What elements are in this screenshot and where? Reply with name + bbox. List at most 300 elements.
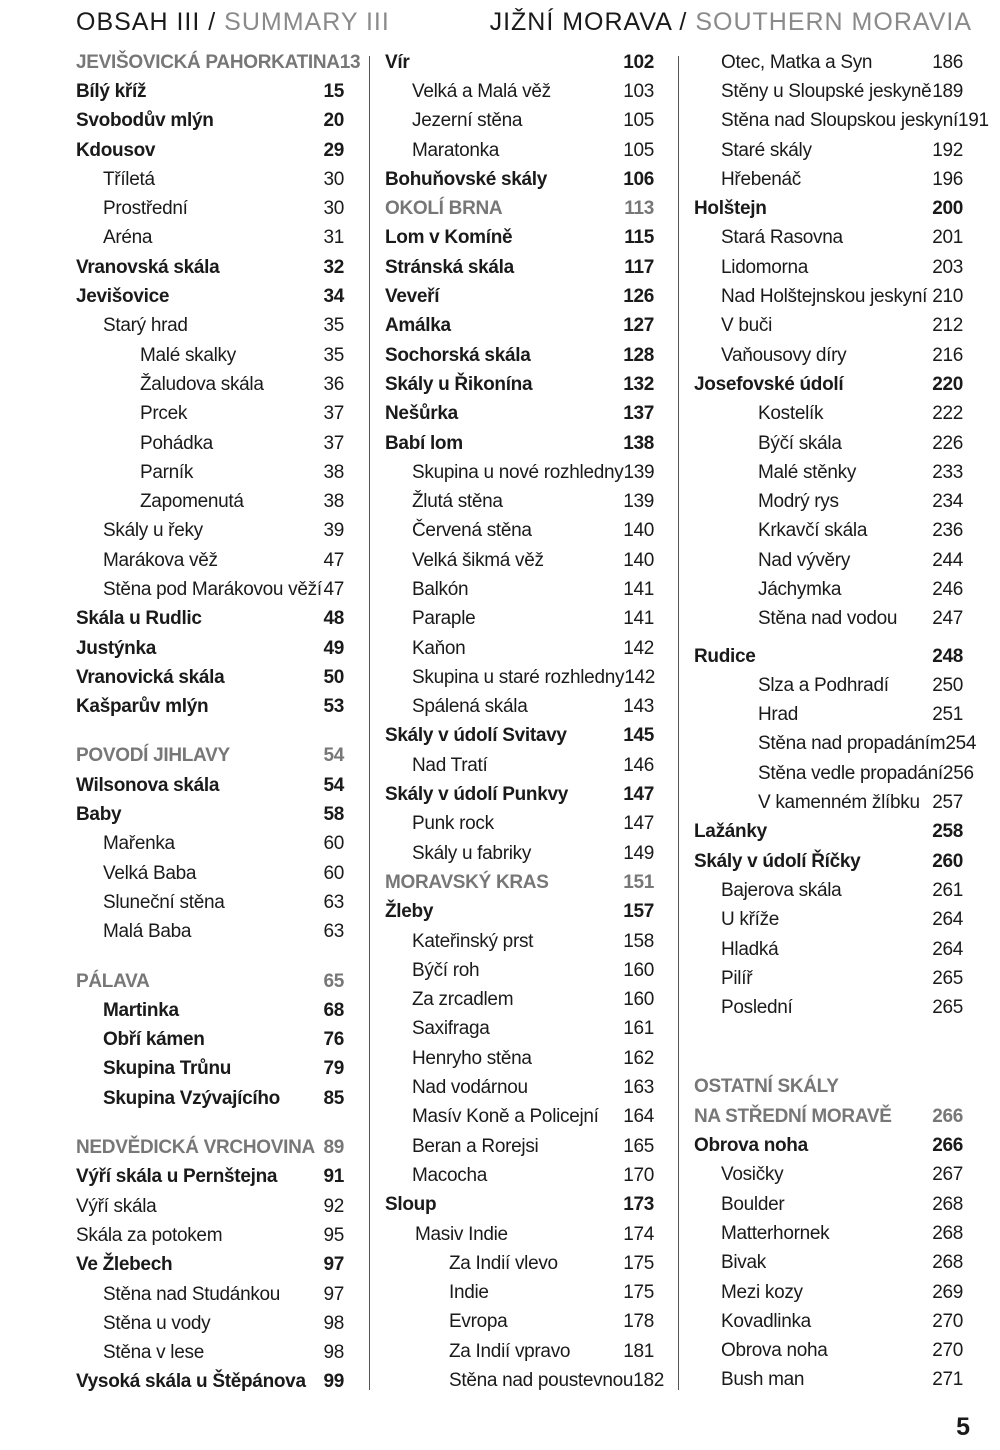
toc-entry-page: 30 [323, 198, 344, 220]
toc-entry-page: 139 [623, 461, 655, 483]
toc-entry-page: 128 [623, 344, 654, 366]
toc-entry [385, 1073, 654, 1102]
toc-entry-page: 32 [323, 256, 344, 278]
toc-entry-page: 170 [623, 1164, 654, 1186]
toc-entry-page: 35 [323, 315, 344, 337]
toc-entry [76, 312, 344, 341]
toc-entry-title: Vranovská skála [76, 256, 220, 278]
toc-entry-title: Veveří [385, 286, 440, 308]
toc-entry-title: Hrad [758, 704, 798, 726]
toc-entry-title: Skály u fabriky [412, 842, 532, 864]
toc-entry [694, 458, 963, 487]
toc-entry-title: Kovadlinka [721, 1310, 811, 1332]
toc-entry [385, 634, 654, 663]
toc-entry [76, 546, 344, 575]
toc-entry [385, 429, 654, 458]
toc-entry-title: Maratonka [412, 139, 500, 161]
toc-entry-title: Amálka [385, 315, 451, 337]
toc-entry-page: 248 [932, 645, 963, 667]
toc-entry [76, 429, 344, 458]
header-right [490, 8, 972, 37]
toc-entry-title: Masív Koně a Policejní [412, 1106, 599, 1128]
toc-entry-page: 36 [323, 373, 344, 395]
toc-section-heading [385, 194, 654, 223]
toc-entry [694, 341, 963, 370]
toc-entry-title: Pohádka [140, 432, 213, 454]
header-left [76, 8, 390, 37]
toc-entry-page: 251 [932, 704, 963, 726]
toc-entry [385, 487, 654, 516]
header-left-main: OBSAH III / [76, 8, 225, 36]
toc-entry [76, 1368, 344, 1397]
toc-entry [76, 487, 344, 516]
toc-entry [76, 107, 344, 136]
toc-entry-page: 266 [932, 1135, 963, 1157]
toc-entry-page: 48 [323, 608, 344, 630]
toc-section-heading [76, 742, 344, 771]
toc-entry [385, 1337, 654, 1366]
toc-entry-page: 98 [323, 1312, 344, 1334]
toc-entry-title: Matterhornek [721, 1222, 830, 1244]
toc-entry [694, 759, 974, 788]
toc-entry [694, 1278, 963, 1307]
toc-entry-page: 260 [932, 850, 963, 872]
toc-entry [76, 575, 344, 604]
toc-entry-title: Skály u řeky [103, 520, 203, 542]
toc-entry-page: 15 [323, 80, 344, 102]
toc-entry [694, 1336, 963, 1365]
toc-entry-title: Prcek [140, 403, 188, 425]
toc-entry-title: Stěna nad Studánkou [103, 1283, 281, 1305]
toc-entry-page: 173 [623, 1194, 654, 1216]
toc-entry-page: 37 [323, 403, 344, 425]
toc-entry-title: Žaludova skála [140, 373, 264, 395]
toc-entry [694, 253, 963, 282]
toc-entry [694, 48, 963, 77]
toc-entry-page: 264 [932, 938, 963, 960]
toc-entry-page: 65 [323, 970, 344, 992]
toc-entry [76, 341, 344, 370]
toc-entry [385, 546, 654, 575]
toc-entry [694, 994, 963, 1023]
toc-entry-title: NA STŘEDNÍ MORAVĚ [694, 1105, 892, 1127]
toc-entry-title: Malé skalky [140, 344, 236, 366]
toc-entry [385, 1308, 654, 1337]
toc-entry-title: Tříletá [103, 168, 155, 190]
toc-entry [385, 1191, 654, 1220]
toc-entry-title: Lažánky [694, 821, 767, 843]
toc-entry [76, 458, 344, 487]
toc-entry-page: 268 [932, 1222, 963, 1244]
toc-entry [76, 1192, 344, 1221]
toc-entry-page: 147 [623, 813, 654, 835]
toc-entry [385, 1132, 654, 1161]
toc-entry-page: 256 [942, 762, 974, 784]
toc-entry [385, 136, 654, 165]
toc-entry-page: 160 [623, 989, 654, 1011]
toc-entry [385, 810, 654, 839]
toc-entry-page: 29 [323, 139, 344, 161]
toc-entry-title: Kateřinský prst [412, 930, 534, 952]
toc-entry-title: Kdousov [76, 139, 156, 161]
toc-entry [76, 918, 344, 947]
toc-entry-page: 175 [623, 1252, 654, 1274]
toc-entry-title: Ve Žlebech [76, 1254, 173, 1276]
column-divider [678, 56, 679, 1390]
toc-entry-title: Nešůrka [385, 403, 458, 425]
toc-entry [694, 136, 963, 165]
toc-entry [76, 1338, 344, 1367]
toc-entry-page: 147 [623, 784, 654, 806]
toc-entry-title: JEVIŠOVICKÁ PAHORKATINA [76, 51, 340, 73]
toc-entry-title: Stará Rasovna [721, 227, 843, 249]
toc-entry-page: 178 [623, 1311, 654, 1333]
toc-entry-title: Kašparův mlýn [76, 696, 209, 718]
toc-entry-title: Modrý rys [758, 491, 839, 513]
toc-entry-page: 76 [323, 1029, 344, 1051]
toc-entry [385, 605, 654, 634]
toc-entry-page: 164 [623, 1106, 654, 1128]
toc-entry [385, 663, 654, 692]
toc-entry-title: Nad vývěry [758, 549, 851, 571]
toc-entry [694, 370, 963, 399]
toc-entry [76, 888, 344, 917]
toc-entry [694, 1249, 963, 1278]
toc-entry-title: Macocha [412, 1164, 487, 1186]
toc-entry-page: 210 [932, 286, 963, 308]
toc-entry-page: 258 [932, 821, 963, 843]
toc-entry-page: 141 [623, 608, 654, 630]
toc-entry [385, 722, 654, 751]
toc-entry-page: 174 [623, 1223, 654, 1245]
toc-entry-page: 137 [623, 403, 654, 425]
toc-entry-page: 269 [932, 1281, 963, 1303]
toc-entry [694, 575, 963, 604]
toc-entry-title: Indie [449, 1282, 489, 1304]
page-number: 5 [956, 1413, 970, 1441]
toc-entry-title: Aréna [103, 227, 153, 249]
toc-entry-title: Bohuňovské skály [385, 168, 548, 190]
toc-entry-page: 92 [323, 1195, 344, 1217]
toc-entry-page: 39 [323, 520, 344, 542]
toc-entry [694, 701, 963, 730]
toc-entry [76, 800, 344, 829]
header-right-main: JIŽNÍ MORAVA / [489, 8, 696, 36]
toc-entry [694, 1366, 963, 1395]
toc-entry-title: Jezerní stěna [412, 110, 523, 132]
toc-entry-title: Stěny u Sloupské jeskyně [721, 80, 932, 102]
toc-entry-page: 266 [932, 1105, 963, 1127]
toc-entry [694, 788, 963, 817]
toc-entry-title: Boulder [721, 1193, 785, 1215]
toc-entry-page: 216 [932, 344, 963, 366]
toc-entry [76, 165, 344, 194]
toc-entry-title: Zapomenutá [140, 491, 244, 513]
toc-entry [385, 839, 654, 868]
toc-entry [76, 224, 344, 253]
toc-entry [76, 663, 344, 692]
toc-entry [694, 282, 963, 311]
toc-entry-title: Prostřední [103, 198, 188, 220]
toc-entry [76, 1084, 344, 1113]
toc-entry [385, 370, 654, 399]
toc-entry [694, 1131, 963, 1160]
toc-entry [385, 282, 654, 311]
toc-entry-title: Býčí skála [758, 432, 842, 454]
toc-entry [694, 1161, 963, 1190]
toc-entry-title: Lom v Komíně [385, 227, 513, 249]
toc-section-heading [385, 868, 654, 897]
toc-entry-title: Beran a Rorejsi [412, 1135, 539, 1157]
toc-entry-page: 91 [323, 1166, 344, 1188]
toc-entry-title: Marákova věž [103, 549, 218, 571]
toc-entry [76, 370, 344, 399]
toc-entry-title: Skupina Trůnu [103, 1058, 232, 1080]
toc-entry-title: V kamenném žlíbku [758, 792, 920, 814]
toc-entry-title: Babí lom [385, 432, 463, 454]
toc-entry [694, 847, 963, 876]
toc-entry [76, 996, 344, 1025]
toc-entry-page: 226 [932, 432, 963, 454]
toc-entry-page: 222 [932, 403, 963, 425]
toc-entry-page: 47 [323, 549, 344, 571]
toc-entry-page: 49 [323, 637, 344, 659]
toc-entry-title: Červená stěna [412, 520, 532, 542]
toc-entry-page: 31 [323, 227, 344, 249]
toc-entry-title: Henryho stěna [412, 1047, 532, 1069]
toc-entry [694, 935, 963, 964]
toc-entry [694, 165, 963, 194]
toc-entry-title: Skály v údolí Říčky [694, 850, 861, 872]
toc-entry-title: Parník [140, 461, 194, 483]
toc-entry-title: Stěna nad vodou [758, 608, 898, 630]
toc-entry-page: 212 [932, 315, 963, 337]
toc-entry [76, 1309, 344, 1338]
header-right-light: SOUTHERN MORAVIA [695, 8, 972, 36]
toc-entry [694, 1307, 963, 1336]
toc-entry-title: Stěna u vody [103, 1312, 211, 1334]
toc-entry [385, 224, 654, 253]
spacer [76, 722, 344, 742]
toc-entry-page: 220 [932, 373, 963, 395]
toc-entry-title: Rudice [694, 645, 756, 667]
toc-entry-page: 265 [932, 997, 963, 1019]
toc-entry-page: 127 [623, 315, 654, 337]
toc-entry-page: 157 [623, 901, 654, 923]
toc-entry-title: Stěna vedle propadání [758, 762, 943, 784]
toc-entry-page: 268 [932, 1193, 963, 1215]
toc-entry-page: 60 [323, 833, 344, 855]
toc-entry-title: Nad vodárnou [412, 1077, 528, 1099]
toc-entry-page: 267 [932, 1164, 963, 1186]
toc-entry-title: Vranovická skála [76, 666, 225, 688]
toc-entry-title: Spálená skála [412, 696, 528, 718]
toc-entry [694, 730, 977, 759]
toc-entry-title: U kříže [721, 909, 780, 931]
toc-entry-page: 35 [323, 344, 344, 366]
toc-entry-page: 181 [623, 1340, 654, 1362]
toc-entry-title: Jáchymka [758, 578, 842, 600]
toc-entry-title: Skupina u nové rozhledny [412, 461, 624, 483]
toc-entry-page: 89 [323, 1137, 344, 1159]
toc-entry [694, 194, 963, 223]
toc-entry [385, 1015, 654, 1044]
toc-entry [694, 906, 963, 935]
toc-entry-title: Justýnka [76, 637, 156, 659]
toc-entry-page: 201 [932, 227, 963, 249]
toc-entry-page: 105 [623, 139, 654, 161]
toc-entry [385, 693, 654, 722]
toc-entry-page: 117 [624, 256, 654, 278]
toc-entry-title: Josefovské údolí [694, 373, 844, 395]
toc-entry [694, 964, 963, 993]
toc-entry-page: 142 [623, 637, 654, 659]
toc-entry-title: Balkón [412, 578, 469, 600]
toc-entry-title: Starý hrad [103, 315, 188, 337]
toc-entry-title: Slza a Podhradí [758, 674, 889, 696]
toc-entry-page: 142 [624, 666, 656, 688]
toc-entry-page: 54 [323, 745, 344, 767]
toc-entry-page: 98 [323, 1342, 344, 1364]
toc-entry-page: 50 [323, 666, 344, 688]
toc-entry-page: 257 [932, 792, 963, 814]
toc-entry [694, 312, 963, 341]
toc-entry-page: 68 [323, 999, 344, 1021]
toc-entry-title: Výří skála [76, 1195, 157, 1217]
column-divider [369, 56, 370, 1390]
toc-entry-page: 38 [323, 491, 344, 513]
toc-entry-page: 63 [323, 891, 344, 913]
toc-entry-title: NEDVĚDICKÁ VRCHOVINA [76, 1137, 315, 1159]
toc-entry-page: 247 [932, 608, 963, 630]
toc-entry [385, 77, 654, 106]
toc-entry-title: Mezi kozy [721, 1281, 803, 1303]
toc-entry-page: 236 [932, 520, 963, 542]
toc-entry-page: 244 [932, 549, 963, 571]
toc-entry [385, 575, 654, 604]
toc-entry-title: Sochorská skála [385, 344, 531, 366]
toc-entry-page: 140 [623, 520, 654, 542]
toc-entry-page: 99 [323, 1371, 344, 1393]
toc-entry [76, 400, 344, 429]
toc-entry-page: 149 [623, 842, 654, 864]
toc-entry-title: Kostelík [758, 403, 824, 425]
toc-entry [385, 107, 654, 136]
toc-entry-title: Velká šikmá věž [412, 549, 544, 571]
toc-entry [385, 1366, 664, 1395]
toc-entry [694, 1219, 963, 1248]
toc-entry [385, 1044, 654, 1073]
toc-entry-title: Krkavčí skála [758, 520, 868, 542]
toc-entry-title: Svobodův mlýn [76, 110, 214, 132]
toc-entry-title: V buči [721, 315, 773, 337]
toc-section-heading [76, 967, 344, 996]
toc-entry [385, 780, 654, 809]
toc-entry-page: 250 [932, 674, 963, 696]
toc-entry [76, 517, 344, 546]
toc-entry [694, 224, 963, 253]
toc-entry-title: Za Indií vpravo [449, 1340, 571, 1362]
toc-section-heading [694, 1102, 963, 1131]
toc-entry-title: Holštejn [694, 198, 767, 220]
toc-entry [385, 458, 654, 487]
toc-entry [76, 1163, 344, 1192]
toc-entry [76, 282, 344, 311]
spacer [76, 947, 344, 967]
toc-entry-page: 138 [623, 432, 654, 454]
toc-entry-page: 160 [623, 959, 654, 981]
toc-entry-page: 47 [323, 578, 344, 600]
toc-entry-page: 151 [623, 871, 654, 893]
toc-entry-page: 34 [323, 286, 344, 308]
toc-entry-page: 20 [323, 110, 344, 132]
toc-entry-page: 54 [323, 774, 344, 796]
toc-entry-page: 192 [932, 139, 963, 161]
toc-entry-title: Staré skály [721, 139, 812, 161]
toc-entry-title: Bajerova skála [721, 879, 842, 901]
toc-entry-page: 13 [339, 51, 361, 73]
spacer [694, 634, 963, 642]
toc-entry-page: 126 [623, 286, 654, 308]
toc-entry-page: 85 [323, 1087, 344, 1109]
toc-entry-title: Bílý kříž [76, 80, 147, 102]
toc-entry-page: 270 [932, 1340, 963, 1362]
toc-entry-title: Stěna pod Marákovou věží [103, 578, 322, 600]
toc-entry-page: 265 [932, 967, 963, 989]
toc-entry-title: Lidomorna [721, 256, 809, 278]
toc-entry [76, 693, 344, 722]
toc-entry-page: 163 [623, 1077, 654, 1099]
toc-entry-title: Baby [76, 804, 122, 826]
toc-entry-title: Hladká [721, 938, 779, 960]
toc-entry-page: 141 [623, 578, 654, 600]
toc-entry-page: 58 [323, 804, 344, 826]
toc-entry-title: Kaňon [412, 637, 466, 659]
toc-entry-title: Paraple [412, 608, 476, 630]
toc-entry-page: 79 [323, 1058, 344, 1080]
toc-entry [76, 771, 344, 800]
toc-section-heading [76, 1133, 344, 1162]
toc-entry-page: 106 [623, 168, 654, 190]
toc-entry-title: Sloup [385, 1194, 437, 1216]
toc-entry-page: 145 [623, 725, 654, 747]
toc-entry [385, 517, 654, 546]
toc-entry-page: 264 [932, 909, 963, 931]
toc-entry-page: 261 [932, 879, 963, 901]
toc-entry-title: Jevišovice [76, 286, 170, 308]
toc-entry-page: 189 [932, 80, 963, 102]
toc-entry-title: Výří skála u Pernštejna [76, 1166, 278, 1188]
toc-entry-title: POVODÍ JIHLAVY [76, 745, 230, 767]
toc-entry-title: Skály u Řikonína [385, 373, 533, 395]
toc-entry-page: 37 [323, 432, 344, 454]
toc-entry [694, 517, 963, 546]
toc-entry [385, 312, 654, 341]
toc-entry [694, 429, 963, 458]
toc-entry-title: Obrova noha [721, 1340, 828, 1362]
toc-entry [694, 77, 963, 106]
toc-entry-title: MORAVSKÝ KRAS [385, 871, 549, 893]
toc-entry-page: 60 [323, 862, 344, 884]
toc-entry-title: Skála u Rudlic [76, 608, 202, 630]
toc-entry-title: Skupina Vzývajícího [103, 1087, 280, 1109]
toc-entry-title: Velká Baba [103, 862, 197, 884]
toc-entry-page: 158 [623, 930, 654, 952]
toc-entry [76, 1055, 344, 1084]
toc-entry-title: PÁLAVA [76, 970, 150, 992]
toc-entry-title: Skály v údolí Punkvy [385, 784, 569, 806]
toc-entry [76, 1026, 344, 1055]
